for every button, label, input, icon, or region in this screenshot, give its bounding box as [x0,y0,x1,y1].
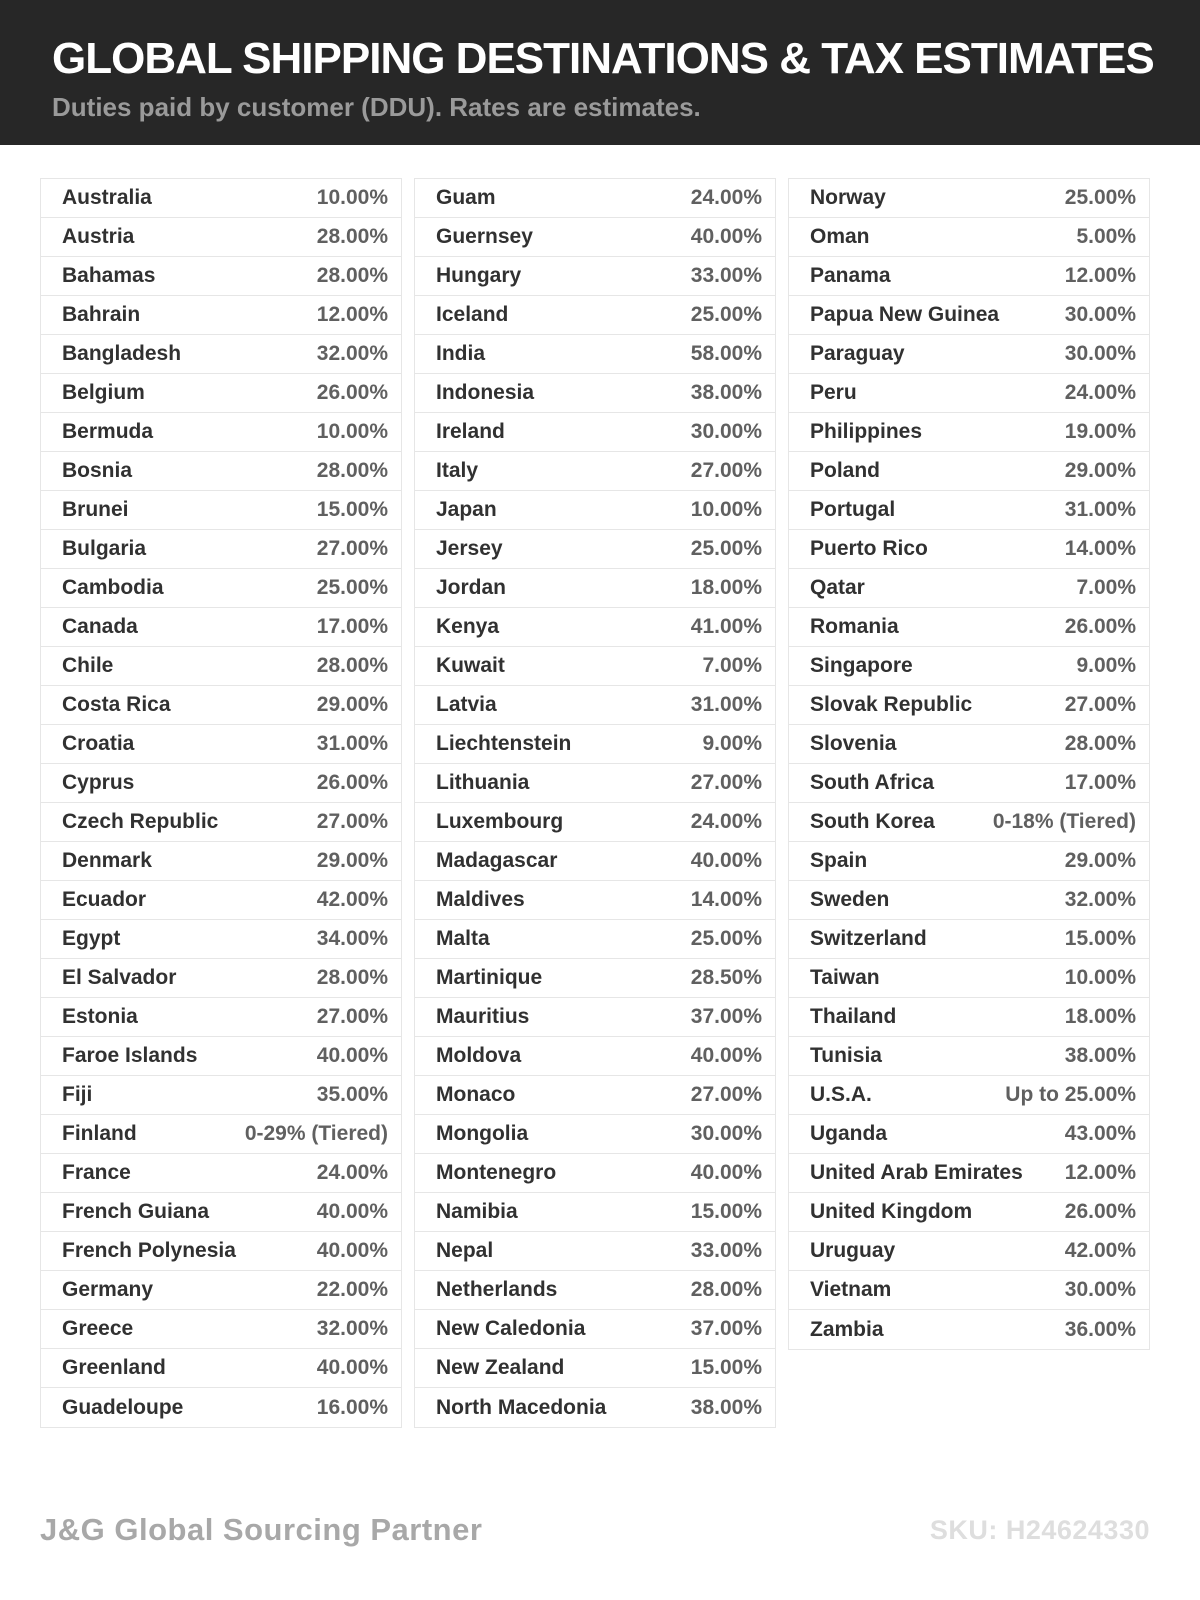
country-name: Maldives [436,888,525,911]
country-name: Japan [436,498,497,521]
tax-rate: 29.00% [1064,849,1136,872]
table-row [41,257,401,296]
table-row [789,1076,1149,1115]
tax-rate: 28.00% [316,654,388,677]
brand-text: J&G Global Sourcing Partner [40,1512,483,1547]
table-row [415,179,775,218]
tax-rate: 40.00% [316,1044,388,1067]
tax-rate: 42.00% [1064,1239,1136,1262]
table-row [789,647,1149,686]
table-row [415,1037,775,1076]
table-row [41,959,401,998]
table-row [789,608,1149,647]
country-name: Bulgaria [62,537,147,560]
table-row [41,881,401,920]
country-name: Jordan [436,576,507,599]
country-name: Lithuania [436,771,530,794]
tax-rate: 10.00% [316,420,388,443]
table-row [41,218,401,257]
table-row [41,374,401,413]
table-row [789,1232,1149,1271]
tax-rate: 34.00% [316,927,388,950]
tax-rate: 30.00% [1064,1278,1136,1301]
table-row [41,686,401,725]
tax-rate: 15.00% [1064,927,1136,950]
table-row [789,959,1149,998]
page-title: GLOBAL SHIPPING DESTINATIONS & TAX ESTIMATES [52,34,1154,83]
header-banner [0,0,1200,145]
country-name: Qatar [810,576,865,599]
country-name: Guam [436,186,496,209]
country-name: Brunei [62,498,129,521]
country-name: Fiji [62,1083,93,1106]
tax-rate: 12.00% [316,303,388,326]
table-row [415,218,775,257]
tax-rate: 0-29% (Tiered) [244,1122,388,1145]
table-row [789,842,1149,881]
tax-rate: 15.00% [690,1356,762,1379]
tax-rate: 32.00% [316,342,388,365]
tax-rate: 26.00% [316,771,388,794]
table-row [415,374,775,413]
country-name: El Salvador [62,966,177,989]
country-name: Tunisia [810,1044,882,1067]
country-name: Papua New Guinea [810,303,1000,326]
country-name: Monaco [436,1083,516,1106]
tax-rate: 36.00% [1064,1317,1136,1341]
country-name: Finland [62,1122,137,1145]
table-row [789,764,1149,803]
country-name: Luxembourg [436,810,564,833]
country-name: South Africa [810,771,935,794]
country-name: United Arab Emirates [810,1161,1023,1184]
table-row [41,1388,401,1427]
tax-rate: 43.00% [1064,1122,1136,1145]
tax-rate: 33.00% [690,1239,762,1262]
country-name: Spain [810,849,868,872]
tax-rate: 29.00% [316,849,388,872]
country-name: United Kingdom [810,1200,973,1223]
tax-rate: 29.00% [316,693,388,716]
tax-rate: 5.00% [1076,225,1136,248]
tax-rate: 12.00% [1064,264,1136,287]
country-name: Costa Rica [62,693,171,716]
country-name: Moldova [436,1044,522,1067]
table-row [41,725,401,764]
country-name: Bahrain [62,303,141,326]
country-name: Vietnam [810,1278,892,1301]
table-row [789,1115,1149,1154]
table-row [41,1232,401,1271]
tax-rate: 30.00% [1064,303,1136,326]
country-name: Germany [62,1278,154,1301]
tax-rate: 28.00% [690,1278,762,1301]
table-row [41,1349,401,1388]
tax-rate: 25.00% [690,927,762,950]
country-name: New Caledonia [436,1317,586,1340]
table-row [415,647,775,686]
tax-rate: 25.00% [690,537,762,560]
country-name: Mauritius [436,1005,530,1028]
country-name: France [62,1161,131,1184]
tax-rate: 27.00% [316,810,388,833]
tax-rate: 30.00% [1064,342,1136,365]
table-row [415,296,775,335]
tax-rate: 14.00% [690,888,762,911]
country-name: Guadeloupe [62,1395,184,1419]
country-name: Cambodia [62,576,164,599]
table-row [41,1037,401,1076]
tax-rate: 38.00% [690,1395,762,1419]
tax-rate: 27.00% [690,771,762,794]
tax-rate: 33.00% [690,264,762,287]
country-name: Denmark [62,849,152,872]
table-row [789,1154,1149,1193]
country-name: Jersey [436,537,503,560]
country-name: Martinique [436,966,543,989]
sku-text: SKU: H24624330 [929,1514,1150,1545]
tax-rate: 17.00% [1064,771,1136,794]
country-name: Belgium [62,381,145,404]
table-row [415,842,775,881]
tax-rate: 27.00% [1064,693,1136,716]
country-name: Egypt [62,927,121,950]
country-name: Panama [810,264,891,287]
tax-rate: 28.00% [316,225,388,248]
table-row [415,998,775,1037]
tax-rate: 18.00% [690,576,762,599]
country-name: Australia [62,186,152,209]
tax-rate: 31.00% [690,693,762,716]
country-name: Romania [810,615,899,638]
country-name: India [436,342,486,365]
country-name: Namibia [436,1200,518,1223]
table-row [789,374,1149,413]
table-row [415,1310,775,1349]
tax-rate: 16.00% [316,1395,388,1419]
tax-rate: 26.00% [1064,1200,1136,1223]
country-name: Austria [62,225,135,248]
table-row [41,920,401,959]
table-row [415,608,775,647]
country-name: Croatia [62,732,135,755]
table-row [415,1232,775,1271]
country-name: Bangladesh [62,342,182,365]
table-row [415,1154,775,1193]
table-row [789,1193,1149,1232]
tax-rate: 32.00% [1064,888,1136,911]
country-name: North Macedonia [436,1395,607,1419]
table-row [41,569,401,608]
rates-column-2 [414,178,776,1428]
country-name: Greece [62,1317,134,1340]
country-name: Bermuda [62,420,154,443]
table-row [789,530,1149,569]
table-row [789,413,1149,452]
table-row [41,530,401,569]
country-name: New Zealand [436,1356,565,1379]
table-row [789,1310,1149,1349]
table-row [41,179,401,218]
tax-rate: 31.00% [1064,498,1136,521]
country-name: Chile [62,654,114,677]
country-name: Sweden [810,888,890,911]
tax-rate: 35.00% [316,1083,388,1106]
tax-rate: 9.00% [1076,654,1136,677]
tax-rate: 29.00% [1064,459,1136,482]
country-name: Ireland [436,420,505,443]
country-name: Madagascar [436,849,558,872]
table-row [415,1271,775,1310]
rates-table [40,178,1150,1428]
table-row [415,686,775,725]
tax-rate: Up to 25.00% [1005,1083,1136,1106]
country-name: Netherlands [436,1278,558,1301]
table-row [415,959,775,998]
footer [40,1512,1150,1548]
table-row [415,1115,775,1154]
country-name: Mongolia [436,1122,529,1145]
table-row [415,491,775,530]
country-name: Paraguay [810,342,905,365]
tax-rate: 40.00% [690,849,762,872]
country-name: Guernsey [436,225,533,248]
rates-column-1 [40,178,402,1428]
country-name: Singapore [810,654,913,677]
tax-rate: 14.00% [1064,537,1136,560]
tax-rate: 24.00% [316,1161,388,1184]
table-row [789,1271,1149,1310]
table-row [415,1388,775,1427]
country-name: Peru [810,381,857,404]
table-row [415,1076,775,1115]
table-row [41,1154,401,1193]
tax-rate: 10.00% [1064,966,1136,989]
tax-rate: 31.00% [316,732,388,755]
country-name: Slovak Republic [810,693,973,716]
page-subtitle: Duties paid by customer (DDU). Rates are estimates. [52,92,701,123]
tax-rate: 27.00% [316,1005,388,1028]
tax-rate: 42.00% [316,888,388,911]
country-name: Hungary [436,264,522,287]
tax-rate: 19.00% [1064,420,1136,443]
table-row [789,569,1149,608]
table-row [41,1193,401,1232]
tax-rate: 40.00% [316,1356,388,1379]
table-row [415,881,775,920]
country-name: French Polynesia [62,1239,236,1262]
country-name: Poland [810,459,881,482]
tax-rate: 40.00% [316,1239,388,1262]
table-row [789,296,1149,335]
tax-rate: 25.00% [690,303,762,326]
country-name: Kuwait [436,654,505,677]
country-name: Nepal [436,1239,494,1262]
country-name: Latvia [436,693,497,716]
country-name: Czech Republic [62,810,219,833]
table-row [789,920,1149,959]
tax-rate: 25.00% [316,576,388,599]
table-row [415,335,775,374]
table-row [789,452,1149,491]
table-row [41,998,401,1037]
country-name: Ecuador [62,888,147,911]
table-row [789,335,1149,374]
country-name: U.S.A. [810,1083,872,1106]
country-name: French Guiana [62,1200,210,1223]
table-row [41,335,401,374]
table-row [41,842,401,881]
tax-rate: 7.00% [702,654,762,677]
table-row [41,803,401,842]
table-row [789,257,1149,296]
country-name: Malta [436,927,490,950]
tax-rate: 40.00% [316,1200,388,1223]
tax-rate: 40.00% [690,1044,762,1067]
tax-rate: 40.00% [690,1161,762,1184]
country-name: Iceland [436,303,509,326]
table-row [415,452,775,491]
tax-rate: 27.00% [316,537,388,560]
country-name: South Korea [810,810,935,833]
table-row [415,257,775,296]
tax-rate: 12.00% [1064,1161,1136,1184]
tax-rate: 24.00% [1064,381,1136,404]
table-row [415,803,775,842]
table-row [415,764,775,803]
country-name: Thailand [810,1005,897,1028]
tax-rate: 22.00% [316,1278,388,1301]
country-name: Uruguay [810,1239,896,1262]
table-row [41,296,401,335]
tax-rate: 30.00% [690,420,762,443]
country-name: Kenya [436,615,500,638]
table-row [41,1310,401,1349]
tax-rate: 32.00% [316,1317,388,1340]
tax-rate: 0-18% (Tiered) [992,810,1136,833]
table-row [789,1037,1149,1076]
tax-rate: 40.00% [690,225,762,248]
country-name: Bosnia [62,459,133,482]
tax-rate: 41.00% [690,615,762,638]
tax-rate: 38.00% [690,381,762,404]
country-name: Faroe Islands [62,1044,198,1067]
table-row [41,647,401,686]
table-row [41,491,401,530]
country-name: Uganda [810,1122,888,1145]
tax-rate: 58.00% [690,342,762,365]
tax-rate: 15.00% [690,1200,762,1223]
table-row [41,1076,401,1115]
rates-column-3 [788,178,1150,1350]
table-row [789,686,1149,725]
tax-rate: 28.50% [690,966,762,989]
country-name: Oman [810,225,870,248]
country-name: Liechtenstein [436,732,572,755]
tax-rate: 28.00% [316,264,388,287]
tax-rate: 38.00% [1064,1044,1136,1067]
table-row [789,725,1149,764]
country-name: Canada [62,615,138,638]
table-row [41,413,401,452]
country-name: Philippines [810,420,923,443]
country-name: Switzerland [810,927,927,950]
tax-rate: 28.00% [316,459,388,482]
table-row [789,218,1149,257]
tax-rate: 24.00% [690,186,762,209]
country-name: Slovenia [810,732,897,755]
tax-rate: 27.00% [690,459,762,482]
country-name: Norway [810,186,886,209]
table-row [415,725,775,764]
country-name: Montenegro [436,1161,557,1184]
table-row [41,1271,401,1310]
table-row [415,1193,775,1232]
tax-rate: 30.00% [690,1122,762,1145]
table-row [41,1115,401,1154]
table-row [415,413,775,452]
tax-rate: 7.00% [1076,576,1136,599]
table-row [41,452,401,491]
table-row [415,1349,775,1388]
tax-rate: 26.00% [316,381,388,404]
tax-rate: 9.00% [702,732,762,755]
country-name: Indonesia [436,381,535,404]
table-row [415,530,775,569]
country-name: Italy [436,459,479,482]
country-name: Portugal [810,498,896,521]
table-row [41,608,401,647]
table-row [789,803,1149,842]
country-name: Puerto Rico [810,537,928,560]
tax-rate: 18.00% [1064,1005,1136,1028]
tax-rate: 28.00% [316,966,388,989]
country-name: Zambia [810,1317,884,1341]
tax-rate: 27.00% [690,1083,762,1106]
country-name: Bahamas [62,264,156,287]
tax-rate: 26.00% [1064,615,1136,638]
tax-rate: 37.00% [690,1005,762,1028]
country-name: Taiwan [810,966,880,989]
tax-rate: 10.00% [316,186,388,209]
country-name: Greenland [62,1356,166,1379]
table-row [415,920,775,959]
country-name: Cyprus [62,771,135,794]
table-row [789,179,1149,218]
table-row [789,881,1149,920]
tax-rate: 37.00% [690,1317,762,1340]
tax-rate: 15.00% [316,498,388,521]
tax-rate: 24.00% [690,810,762,833]
table-row [415,569,775,608]
table-row [789,491,1149,530]
table-row [789,998,1149,1037]
tax-rate: 25.00% [1064,186,1136,209]
tax-rate: 17.00% [316,615,388,638]
table-row [41,764,401,803]
tax-rate: 28.00% [1064,732,1136,755]
country-name: Estonia [62,1005,138,1028]
tax-rate: 10.00% [690,498,762,521]
